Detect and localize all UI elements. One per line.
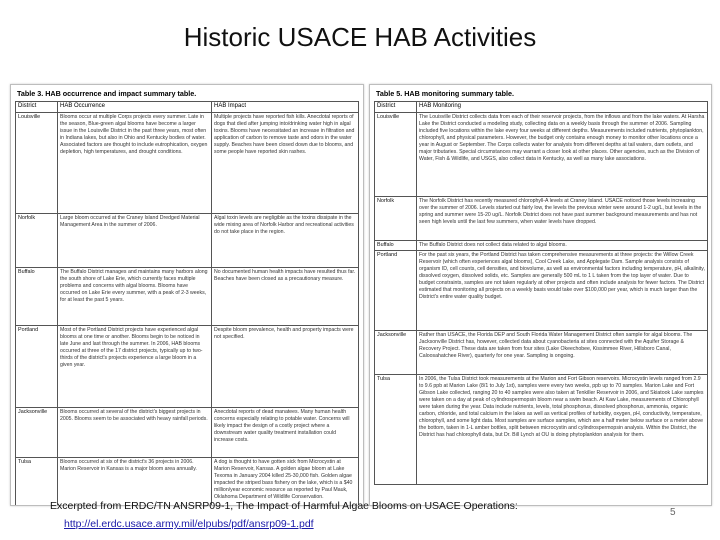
table-row	[375, 241, 708, 251]
district-cell: Buffalo	[16, 268, 58, 326]
impact-cell: A dog is thought to have gotten sick from Microcystin at Marion Reservoir, Kansas. A golden algae bloom at Lake Texoma in January 2004 killed 25-30,000 fish. Golden algae impacted the striped bass fishery on the lake, which is a $40 million/year economic resource as reported by Paul Mauk, Oklahoma Department of Wildlife Conservation.	[212, 458, 359, 507]
impact-cell: Despite bloom prevalence, health and property impacts were not specified.	[212, 326, 359, 408]
district-cell: Louisville	[16, 113, 58, 214]
table-row	[16, 268, 359, 326]
district-cell: Portland	[375, 251, 417, 331]
table3-header-district: District	[16, 102, 58, 113]
district-cell: Portland	[16, 326, 58, 408]
monitoring-cell: The Norfolk District has recently measured chlorophyll-A levels at Craney Island. USACE noticed those levels increasing over the summer of 2006. Levels started out fairly low, the levels the previous winter were around 1-2 ug/L, but levels in the spring and summer were 15-20 ug/L. Norfolk District does not have past summer background measurements and has not seen high levels until the last few summers, when water levels have dropped.	[417, 197, 708, 241]
district-cell: Tulsa	[16, 458, 58, 507]
table-row	[16, 214, 359, 268]
monitoring-cell: The Buffalo District does not collect data related to algal blooms.	[417, 241, 708, 251]
district-cell: Norfolk	[375, 197, 417, 241]
page-number: 5	[670, 507, 676, 518]
district-cell: Jacksonville	[16, 408, 58, 458]
table5-header-district: District	[375, 102, 417, 113]
district-cell: Buffalo	[375, 241, 417, 251]
table5-header-row	[375, 102, 708, 113]
district-cell: Norfolk	[16, 214, 58, 268]
table3	[15, 101, 359, 506]
occurrence-cell: Blooms occurred at several of the district's biggest projects in 2005. Blooms seem to be associated with heavy rainfall periods.	[58, 408, 212, 458]
table5	[374, 101, 708, 485]
occurrence-cell: Blooms occur at multiple Corps projects every summer. Late in the season, Blue-green algal blooms have become a larger issue in the Louisville District in the past three years, most often in Indiana lakes, but also in Ohio and Kentucky bodies of water. Associated factors are thought to include eutrophication, oxygen depletion, high temperatures, and drought conditions.	[58, 113, 212, 214]
impact-cell: Algal toxin levels are negligible as the toxins dissipate in the wide mixing area of Norfolk Harbor and recreational activities do not take place in the region.	[212, 214, 359, 268]
district-cell: Tulsa	[375, 375, 417, 485]
table-row	[16, 326, 359, 408]
monitoring-cell: The Louisville District collects data from each of their reservoir projects, from the inflows and from the lake waters. At Harsha Lake the District conducted a modeling study, collecting data on a weekly basis through the summer of 2006. Sampling included five locations within the lake every four weeks at different depths. Measurements included nutrients, phytoplankton, chlorophyll, and physical parameters. However, the budget only contains enough money to monitor other locations once a year in August or September. The Corps collects water for analysis from different depths at tail waters, dam outlets, and major tributaries. Special circumstances may warrant a closer look at other places. Other agencies, such as the Division of Water, Fish & Wildlife, and USGS, also collect data in Kentucky, as well as many lake associations.	[417, 113, 708, 197]
slide-title: Historic USACE HAB Activities	[183, 22, 537, 52]
monitoring-cell: For the past six years, the Portland District has taken comprehensive measurements at three projects: the Willow Creek Reservoir (which often experiences algal blooms), Cool Creek Lake, and Applegate Dam. Sample analysis consists of organism ID, cell counts, cell densities, and biovolume, as well as environmental factors including temperature, pH, alkalinity, dissolved oxygen, dissolved solids, etc. Samples are generally 500 mL to 1 L taken from the top layer of water. Due to budget constraints, samples are not taken regularly at other projects and often include analysis for fewer factors. The District estimated that monitoring all projects on a weekly basis would take over $100,000 per year, which is much larger than the District's entire water quality budget.	[417, 251, 708, 331]
table-row	[375, 113, 708, 197]
table5-header-monitoring: HAB Monitoring	[417, 102, 708, 113]
table-row	[16, 458, 359, 507]
table-row	[16, 113, 359, 214]
source-link[interactable]: http://el.erdc.usace.army.mil/elpubs/pdf/ansrp09-1.pdf	[64, 518, 314, 530]
table3-panel	[10, 84, 364, 506]
occurrence-cell: Blooms occurred at six of the district's 36 projects in 2006. Marion Reservoir in Kansas is a major bloom area annually.	[58, 458, 212, 507]
impact-cell: No documented human health impacts have resulted thus far. Beaches have been closed as a precautionary measure.	[212, 268, 359, 326]
occurrence-cell: Most of the Portland District projects have experienced algal blooms at one time or another. Blooms begin to be noticed in late June and last through the summer. In 2006, HAB blooms occurred at three of the 17 district projects, typically up to two-thirds of the district's projects experience a large bloom in a given year.	[58, 326, 212, 408]
impact-cell: Anecdotal reports of dead manatees. Many human health concerns especially relating to potable water. Concerns will likely impact the design of a costly project where a downstream water quality treatment installation could increase costs.	[212, 408, 359, 458]
table-row	[375, 197, 708, 241]
district-cell: Louisville	[375, 113, 417, 197]
occurrence-cell: The Buffalo District manages and maintains many harbors along the south shore of Lake Erie, which currently faces multiple problems and concerns with algal blooms. Blooms have occurred on Lake Erie every summer, with a peak of 2-3 weeks, for at least the past 5 years.	[58, 268, 212, 326]
table-row	[16, 408, 359, 458]
table-row	[375, 331, 708, 375]
table3-title: Table 3. HAB occurrence and impact summary table.	[17, 89, 197, 98]
table5-title: Table 5. HAB monitoring summary table.	[376, 89, 515, 98]
monitoring-cell: In 2006, the Tulsa District took measurements at the Marion and Fort Gibson reservoirs. Microcystin levels ranged from 2.9 to 9.6 ppb at Marion Lake (8/1 to July 1st), samples were every two weeks, ppb up to 70 samples. Marion Lake and Fort Gibson Lake collected, ranging 20 to 40 samples were also taken at Tenkiller Reservoir in 2006, and Skiatook Lake samples were taken on a day at peak of cylindrospermopsin bloom near a swim beach. At Kaw Lake, measurements of Chlorophyll were taken during the year. Data include nutrients, levels, total phosphorus, dissolved phosphorus, ammonia, organic carbon, chloride, and total calcium in the lakes as well as vertical profiles of turbidity, oxygen, pH, conductivity, temperature, chlorophyll, and some light data. Most samples are surface samples, which are a half meter below surface or a meter above the bottom, taken in 1-L amber bottles, split between microcystin and cylindrospermopsin analysis. Within the District, the District has had chlorophyll data, but Dr. Bill Lynch at OU is doing phytoplankton analysis for them.	[417, 375, 708, 485]
district-cell: Jacksonville	[375, 331, 417, 375]
table3-header-occurrence: HAB Occurrence	[58, 102, 212, 113]
impact-cell: Multiple projects have reported fish kills. Anecdotal reports of dogs that died after jumping into/drinking water high in algal toxins. Blooms have necessitated an increase in filtration and application of carbon to remove taste and odors in the water supply. Beaches have been closed down due to blooms, and some people have reported skin rashes.	[212, 113, 359, 214]
monitoring-cell: Rather than USACE, the Florida DEP and South Florida Water Management District often sample for algal blooms. The Jacksonville District has, however, collected data about cyanobacteria at sites connected with the Aquifer Storage & Recovery Project. These data are taken from four sites (Lake Okeechobee, Kissimmee River, Hillsboro Canal, Caloosahatchee River), quarterly for one year. Sampling is ongoing.	[417, 331, 708, 375]
occurrence-cell: Large bloom occurred at the Craney Island Dredged Material Management Area in the summer of 2006.	[58, 214, 212, 268]
table5-panel	[369, 84, 712, 506]
table3-header-impact: HAB Impact	[212, 102, 359, 113]
source-citation: Excerpted from ERDC/TN ANSRP09-1, The Impact of Harmful Algae Blooms on USACE Operations:	[50, 500, 518, 512]
table-row	[375, 251, 708, 331]
table-row	[375, 375, 708, 485]
table3-header-row	[16, 102, 359, 113]
